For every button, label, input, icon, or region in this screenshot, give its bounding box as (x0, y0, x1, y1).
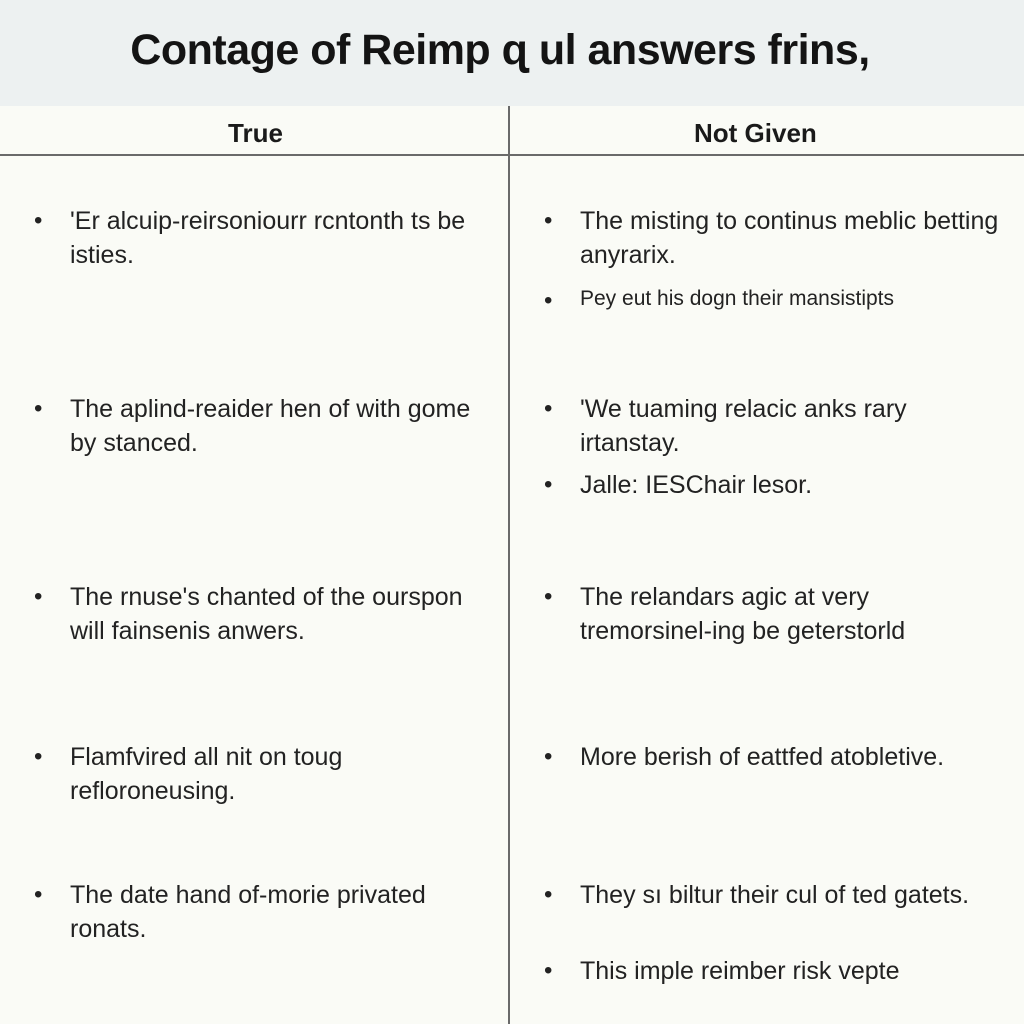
list-item (544, 204, 1004, 272)
item-text: The rnuse's chanted of the ourspon will fainsenis anwers. (70, 583, 463, 645)
bullet-icon: • (544, 471, 553, 498)
bullet-icon: • (34, 583, 43, 610)
list-item (34, 392, 494, 460)
list-item (544, 954, 1004, 988)
item-text: Flamfvired all nit on toug refloroneusing. (70, 743, 343, 805)
list-item (544, 580, 1004, 648)
item-text: They sı biltur their cul of ted gatets. (580, 881, 970, 909)
bullet-icon: • (544, 583, 553, 610)
column-divider (508, 106, 510, 1024)
bullet-icon: • (544, 743, 553, 770)
item-text: This imple reimber risk vepte (580, 957, 900, 985)
item-text: The date hand of-morie privated ronats. (70, 881, 426, 943)
page-title: Contage of Reimp ɋ ul answers frins, (130, 26, 870, 74)
bullet-icon: • (544, 395, 553, 422)
item-text: Jalle: IESChair lesor. (580, 471, 813, 499)
bullet-icon: • (34, 395, 43, 422)
not-given-column (544, 156, 1004, 1024)
bullet-icon: • (544, 957, 553, 984)
bullet-icon: • (34, 881, 43, 908)
item-text: 'We tuaming relacic anks rary irtanstay. (580, 395, 907, 457)
true-column (34, 156, 494, 1024)
list-item (34, 204, 494, 272)
item-text: The misting to continus meblic betting anyrarix. (580, 207, 999, 269)
list-item (544, 468, 1004, 502)
list-item (34, 580, 494, 648)
item-text: 'Er alcuip-reirsoniourr rcntonth ts be isties. (70, 207, 466, 269)
list-item (544, 878, 1004, 912)
bullet-icon: • (544, 287, 553, 314)
item-text: Pey eut his dogn their mansistipts (580, 287, 894, 310)
item-text: More berish of eattfed atobletive. (580, 743, 945, 771)
list-item (544, 740, 1004, 774)
list-item (544, 392, 1004, 460)
item-text: The relandars agic at very tremorsinel-ing be geterstorld (580, 583, 906, 645)
list-item (34, 740, 494, 808)
bullet-icon: • (34, 743, 43, 770)
bullet-icon: • (544, 207, 553, 234)
list-item (544, 284, 1004, 318)
column-header-not-given: Not Given (694, 118, 817, 148)
bullet-icon: • (34, 207, 43, 234)
title-band (0, 0, 1024, 106)
bullet-icon: • (544, 881, 553, 908)
column-header-true: True (228, 118, 283, 148)
item-text: The aplind-reaider hen of with gome by stanced. (70, 395, 471, 457)
list-item (34, 878, 494, 946)
table-header-row (0, 106, 1024, 156)
